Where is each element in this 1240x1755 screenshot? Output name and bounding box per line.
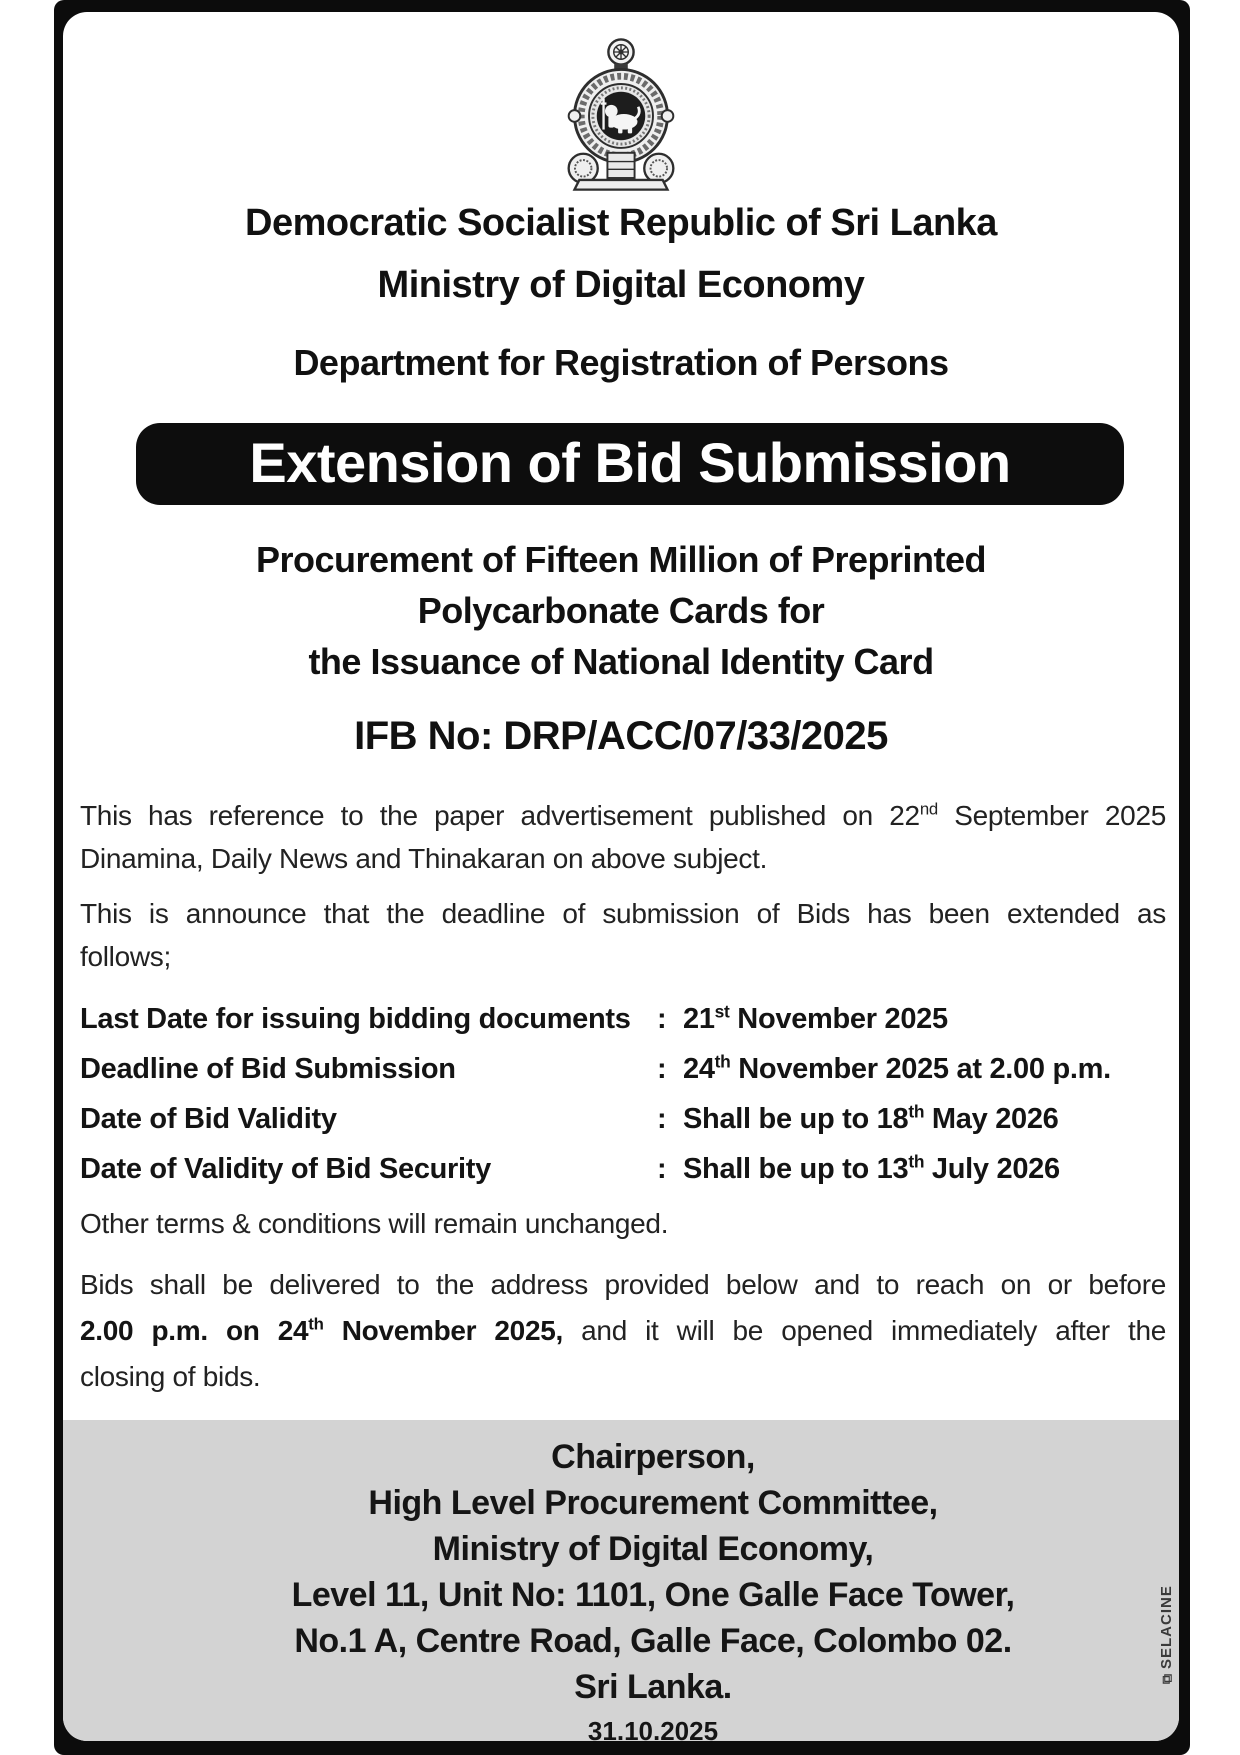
document-page: [63, 12, 1179, 1741]
delivery-paragraph-line3: closing of bids.: [80, 1361, 261, 1392]
address-line-ministry: Ministry of Digital Economy,: [432, 1530, 874, 1568]
ordinal-suffix: th: [714, 1051, 731, 1072]
subject-line-2: Polycarbonate Cards for: [417, 590, 825, 631]
page-border-frame: [54, 0, 1190, 1755]
ordinal-suffix: th: [908, 1151, 925, 1172]
date-label: Deadline of Bid Submission: [80, 1053, 456, 1085]
subject-line-1: Procurement of Fifteen Million of Preprinted: [255, 539, 987, 580]
ordinal-suffix: th: [308, 1314, 324, 1334]
announcement-paragraph-line2: follows;: [80, 941, 171, 972]
reference-paragraph-line2: Dinamina, Daily News and Thinakaran on above subject.: [80, 843, 768, 874]
date-row-issuing-documents: [80, 994, 1166, 1044]
ordinal-suffix: nd: [919, 799, 938, 819]
ministry-title: Ministry of Digital Economy: [377, 264, 865, 306]
subject-line-3: the Issuance of National Identity Card: [308, 641, 934, 682]
department-title: Department for Registration of Persons: [293, 342, 949, 383]
date-colon: :: [657, 1153, 667, 1185]
date-value: Shall be up to 18th May 2026: [683, 1101, 1059, 1135]
emblem-container: [63, 36, 1179, 194]
date-row-bid-validity: [80, 1094, 1166, 1144]
delivery-paragraph-line1: Bids shall be delivered to the address provided below and to reach on or before: [80, 1269, 1166, 1300]
country-title: Democratic Socialist Republic of Sri Lanka: [245, 202, 997, 244]
date-label: Date of Validity of Bid Security: [80, 1153, 491, 1185]
notice-date: 31.10.2025: [587, 1716, 719, 1741]
date-colon: :: [657, 1003, 667, 1035]
date-value: 21st November 2025: [683, 1001, 948, 1035]
procurement-subject: [63, 534, 1179, 687]
extended-dates-list: [80, 994, 1166, 1194]
address-line-chairperson: Chairperson,: [551, 1438, 755, 1476]
date-label: Last Date for issuing bidding documents: [80, 1003, 631, 1035]
reference-paragraph-line1: This has reference to the paper advertisement published on 22nd September 2025: [80, 799, 1166, 831]
date-label: Date of Bid Validity: [80, 1103, 337, 1135]
reference-paragraph: [80, 794, 1166, 880]
address-footer: [63, 1420, 1179, 1741]
announcement-paragraph-line1: This is announce that the deadline of submission of Bids has been extended as: [80, 898, 1166, 929]
date-value: 24th November 2025 at 2.00 p.m.: [683, 1051, 1111, 1085]
date-row-bid-submission: [80, 1044, 1166, 1094]
publisher-credit: [1158, 1504, 1175, 1684]
selacine-logo-icon: ⧉: [1158, 1673, 1175, 1684]
date-colon: :: [657, 1053, 667, 1085]
address-line-street: No.1 A, Centre Road, Galle Face, Colombo 02.: [294, 1622, 1012, 1660]
address-line-committee: High Level Procurement Committee,: [368, 1484, 938, 1522]
publisher-credit-text: SELACINE: [1158, 1585, 1175, 1669]
delivery-paragraph: [80, 1262, 1166, 1400]
sri-lanka-emblem-icon: [558, 36, 684, 194]
terms-unchanged-note: Other terms & conditions will remain unchanged.: [80, 1208, 669, 1239]
ordinal-suffix: st: [714, 1001, 730, 1022]
announcement-paragraph: [80, 892, 1166, 978]
date-row-bid-security-validity: [80, 1144, 1166, 1194]
address-line-building: Level 11, Unit No: 1101, One Galle Face Tower,: [291, 1576, 1015, 1614]
delivery-paragraph-line2: 2.00 p.m. on 24th November 2025, and it will be opened immediately after the: [80, 1314, 1166, 1346]
address-line-country: Sri Lanka.: [574, 1668, 732, 1706]
notice-title: Extension of Bid Submission: [249, 431, 1011, 494]
ordinal-suffix: th: [908, 1101, 925, 1122]
ifb-number: IFB No: DRP/ACC/07/33/2025: [354, 714, 888, 758]
date-colon: :: [657, 1103, 667, 1135]
notice-title-banner: [136, 423, 1124, 505]
date-value: Shall be up to 13th July 2026: [683, 1151, 1060, 1185]
